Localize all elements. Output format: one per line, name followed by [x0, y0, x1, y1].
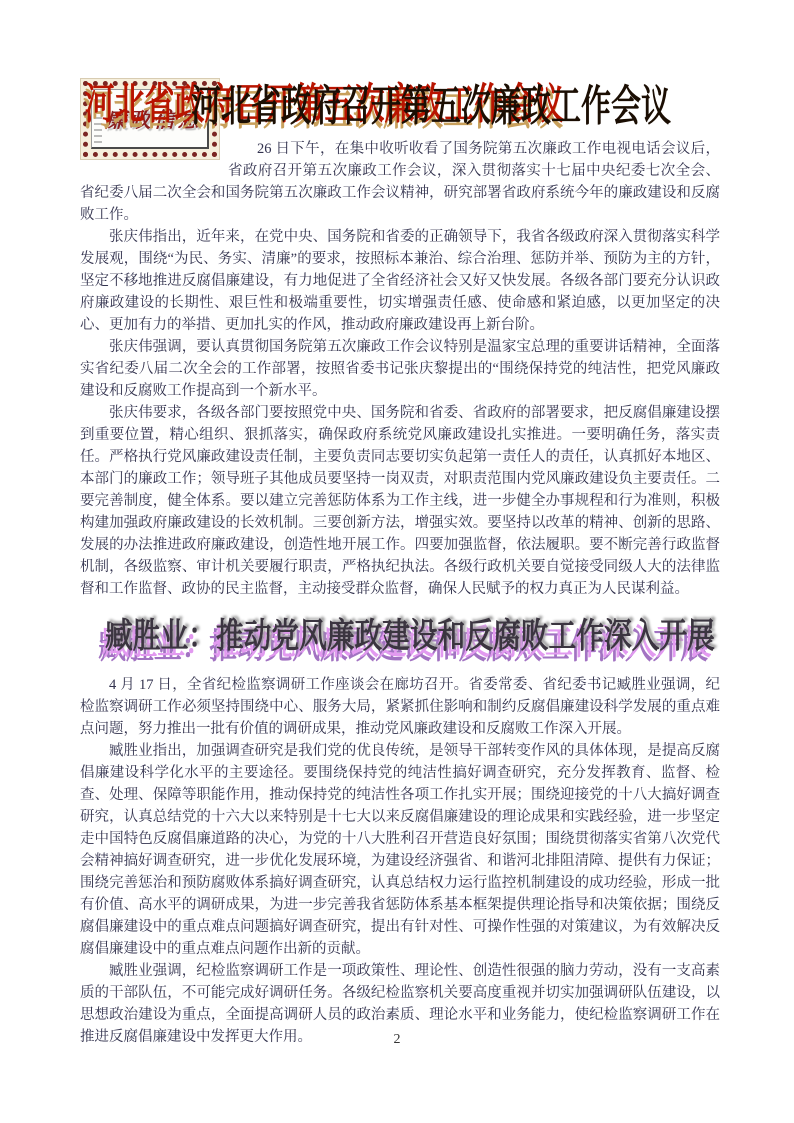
logo-text: 廉政信息	[105, 107, 202, 132]
article2-paragraph-1: 4 月 17 日，全省纪检监察调研工作座谈会在廊坊召开。省委常委、省纪委书记臧胜业强调，纪检监察调研工作必须坚持围绕中心、服务大局，紧紧抓住影响和制约反腐倡廉建设科学发展的重点难点问题，努力推出一批有价值的调研成果，推动党风廉政建设和反腐败工作深入开展。	[80, 677, 720, 737]
document-content	[80, 78, 720, 1048]
article1-title: 河北省政府召开第五次廉政工作会议 河北省政府召开第五次廉政工作会议 河北省政府召开第五次廉政工作会议	[80, 78, 560, 135]
article2-paragraph-3: 臧胜业强调，纪检监察调研工作是一项政策性、理论性、创造性很强的脑力劳动，没有一支高素质的干部队伍，不可能完成好调研任务。各级纪检监察机关要高度重视并切实加强调研队伍建设，以思想政治建设为重点，全面提高调研人员的政治素质、理论水平和业务能力，使纪检监察调研工作在推进反腐倡廉建设中发挥更大作用。	[80, 963, 720, 1045]
article2-title: 臧胜业：推动党风廉政建设和反腐败工作深入开展 臧胜业：推动党风廉政建设和反腐败工作深入开展 臧胜业：推动党风廉政建设和反腐败工作深入开展	[105, 614, 622, 664]
article1-paragraph-4: 张庆伟要求，各级各部门要按照党中央、国务院和省委、省政府的部署要求，把反腐倡廉建设摆到重要位置，精心组织、狠抓落实，确保政府系统党风廉政建设扎实推进。一要明确任务，落实责任。严格执行党风廉政建设责任制，主要负责同志要切实负起第一责任人的责任，认真抓好本地区、本部门的廉政工作；领导班子其他成员要坚持一岗双责，对职责范围内党风廉政建设负主要责任。二要完善制度，健全体系。要以建立完善惩防体系为工作主线，进一步健全办事规程和行为准则，积极构建加强政府廉政建设的长效机制。三要创新方法，增强实效。要坚持以改革的精神、创新的思路、发展的办法推进政府廉政建设，创造性地开展工作。四要加强监督，依法履职。要不断完善行政监督机制，各级监察、审计机关要履行职责，严格执纪执法。各级行政机关要自觉接受同级人大的法律监督和工作监督、政协的民主监督，主动接受群众监督，确保人民赋予的权力真正为人民谋利益。	[80, 405, 720, 597]
article1-paragraph-1: 26 日下午，在集中收听收看了国务院第五次廉政工作电视电话会议后，省政府召开第五次廉政工作会议，深入贯彻落实十七届中央纪委七次全会、省纪委八届二次全会和国务院第五次廉政工作会议精神，研究部署省政府系统今年的廉政建设和反腐败工作。	[80, 141, 720, 223]
page-number: 2	[393, 1032, 401, 1047]
article2-paragraph-2: 臧胜业指出，加强调查研究是我们党的优良传统，是领导干部转变作风的具体体现，是提高反腐倡廉建设科学化水平的主要途径。要围绕保持党的纯洁性搞好调查研究，充分发挥教育、监督、检查、处理、保障等职能作用，推动保持党的纯洁性各项工作扎实开展；围绕迎接党的十八大搞好调查研究，认真总结党的十六大以来特别是十七大以来反腐倡廉建设的理论成果和实践经验，进一步坚定走中国特色反腐倡廉道路的决心，为党的十八大胜利召开营造良好氛围；围绕贯彻落实省第八次党代会精神搞好调查研究，进一步优化发展环境，为建设经济强省、和谐河北排阻清障、提供有力保证；围绕完善惩治和预防腐败体系搞好调查研究，认真总结权力运行监控机制建设的成功经验，形成一批有价值、高水平的调研成果，为进一步完善我省惩防体系基本框架提供理论指导和决策依据；围绕反腐倡廉建设中的重点难点问题搞好调查研究，提出有针对性、可操作性强的对策建议，为有效解决反腐倡廉建设中的重点难点问题作出新的贡献。	[80, 743, 720, 957]
article1-paragraph-2: 张庆伟指出，近年来，在党中央、国务院和省委的正确领导下，我省各级政府深入贯彻落实科学发展观，围绕“为民、务实、清廉”的要求，按照标本兼治、综合治理、惩防并举、预防为主的方针，坚定不移地推进反腐倡廉建设，有力地促进了全省经济社会又好又快发展。各级各部门要充分认识政府廉政建设的长期性、艰巨性和极端重要性，切实增强责任感、使命感和紧迫感，以更加坚定的决心、更加有力的举措、更加扎实的作风，推动政府廉政建设再上新台阶。	[80, 229, 720, 333]
article1-paragraph-3: 张庆伟强调，要认真贯彻国务院第五次廉政工作会议特别是温家宝总理的重要讲话精神，全面落实省纪委八届二次全会的工作部署，按照省委书记张庆黎提出的“围绕保持党的纯洁性，把党风廉政建设和反腐败工作提高到一个新水平。	[80, 339, 720, 399]
